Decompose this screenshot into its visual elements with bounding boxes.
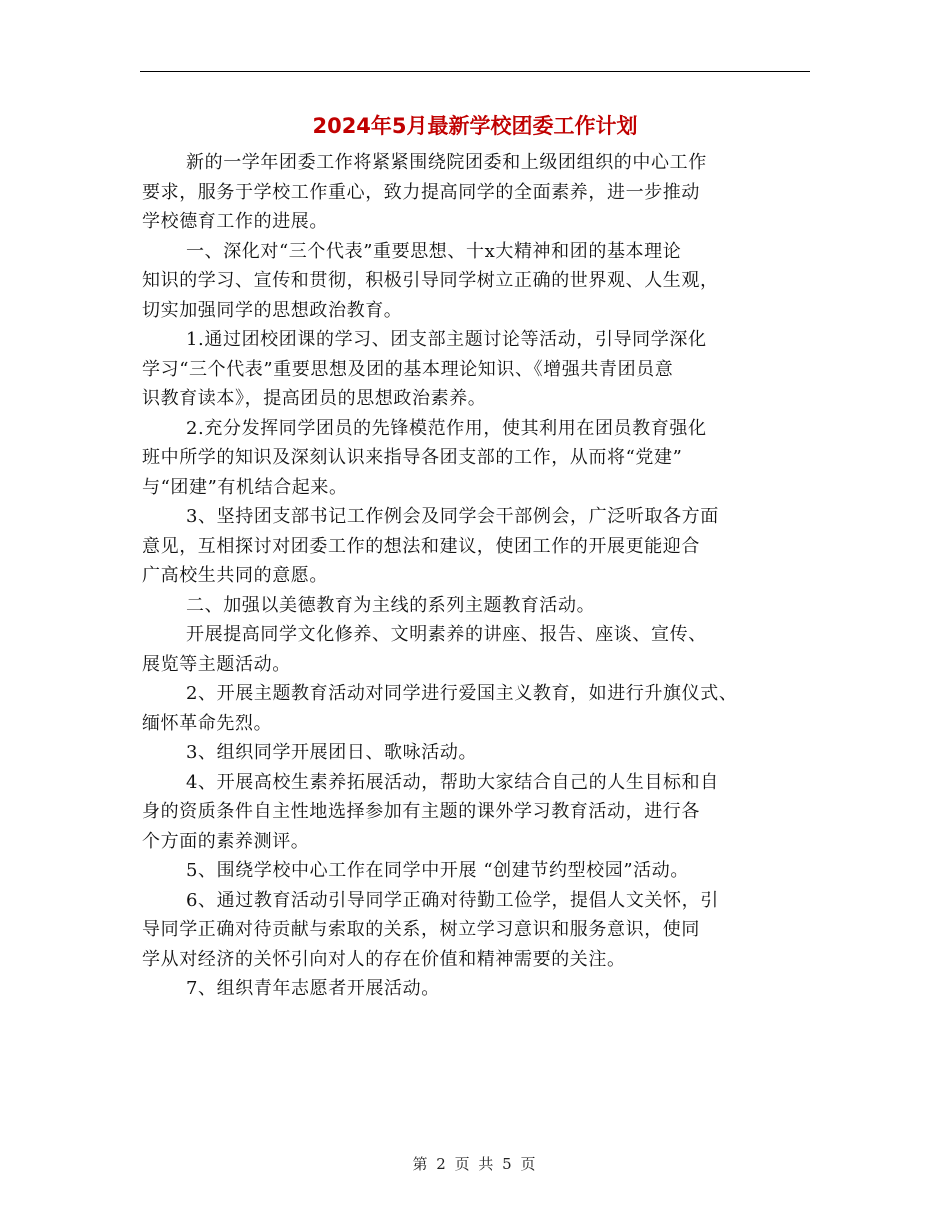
paragraph-line: 个方面的素养测评。: [142, 830, 310, 852]
paragraph: [142, 620, 822, 679]
paragraph-line: 3、坚持团支部书记工作例会及同学会干部例会，广泛听取各方面: [186, 506, 719, 527]
paragraph-line: 识教育读本》，提高团员的思想政治素养。: [142, 388, 487, 409]
paragraph: [142, 974, 822, 1004]
paragraph: [142, 856, 822, 886]
paragraph-line: 1.通过团校团课的学习、团支部主题讨论等活动，引导同学深化: [186, 329, 707, 350]
document-body: [142, 148, 822, 1004]
paragraph: [142, 414, 822, 503]
paragraph-line: 切实加强同学的思想政治教育。: [142, 299, 403, 321]
paragraph-line: 2、开展主题教育活动对同学进行爱国主义教育，如进行升旗仪式、: [186, 683, 738, 704]
paragraph-line: 二、加强以美德教育为主线的系列主题教育活动。: [186, 594, 596, 616]
paragraph-line: 知识的学习、宣传和贯彻，积极引导同学树立正确的世界观、人生观，: [142, 270, 719, 291]
paragraph-line: 7、组织青年志愿者开展活动。: [186, 978, 440, 999]
paragraph: [142, 591, 822, 621]
paragraph: [142, 768, 822, 857]
paragraph-line: 学校德育工作的进展。: [142, 211, 328, 232]
paragraph-line: 开展提高同学文化修养、文明素养的讲座、报告、座谈、宣传、: [186, 624, 707, 645]
paragraph-line: 要求，服务于学校工作重心，致力提高同学的全面素养，进一步推动: [142, 181, 700, 203]
paragraph-line: 5、围绕学校中心工作在同学中开展 “创建节约型校园”活动。: [186, 860, 689, 881]
paragraph-line: 导同学正确对待贡献与索取的关系，树立学习意识和服务意识，使同: [142, 919, 700, 940]
header-rule: [140, 71, 810, 72]
paragraph-line: 6、通过教育活动引导同学正确对待勤工俭学，提倡人文关怀，引: [186, 889, 719, 911]
paragraph: [142, 886, 822, 975]
page-number: 第 2 页 共 5 页: [412, 1155, 538, 1173]
paragraph-line: 学习“三个代表”重要思想及团的基本理论知识、《增强共青团员意: [142, 358, 674, 380]
paragraph-line: 广高校生共同的意愿。: [142, 565, 328, 586]
paragraph: [142, 237, 822, 326]
paragraph-line: 4、开展高校生素养拓展活动，帮助大家结合自己的人生目标和自: [186, 771, 719, 793]
paragraph-line: 学从对经济的关怀引向对人的存在价值和精神需要的关注。: [142, 948, 626, 970]
paragraph-line: 3、组织同学开展团日、歌咏活动。: [186, 742, 478, 763]
paragraph: [142, 502, 822, 591]
paragraph: [142, 738, 822, 768]
paragraph-line: 班中所学的知识及深刻认识来指导各团支部的工作，从而将“党建”: [142, 447, 683, 468]
paragraph-line: 意见，互相探讨对团委工作的想法和建议，使团工作的开展更能迎合: [142, 535, 700, 557]
paragraph-line: 一、深化对“三个代表”重要思想、十x大精神和团的基本理论: [186, 240, 682, 262]
document-title: 2024年5月最新学校团委工作计划: [312, 114, 638, 138]
paragraph: [142, 679, 822, 738]
paragraph-line: 展览等主题活动。: [142, 653, 291, 675]
paragraph: [142, 325, 822, 414]
paragraph-line: 2.充分发挥同学团员的先锋模范作用，使其利用在团员教育强化: [186, 417, 707, 439]
paragraph-line: 缅怀革命先烈。: [142, 712, 273, 734]
paragraph: [142, 148, 822, 237]
paragraph-line: 新的一学年团委工作将紧紧围绕院团委和上级团组织的中心工作: [186, 152, 707, 173]
paragraph-line: 与“团建”有机结合起来。: [142, 476, 348, 498]
paragraph-line: 身的资质条件自主性地选择参加有主题的课外学习教育活动，进行各: [142, 801, 700, 822]
